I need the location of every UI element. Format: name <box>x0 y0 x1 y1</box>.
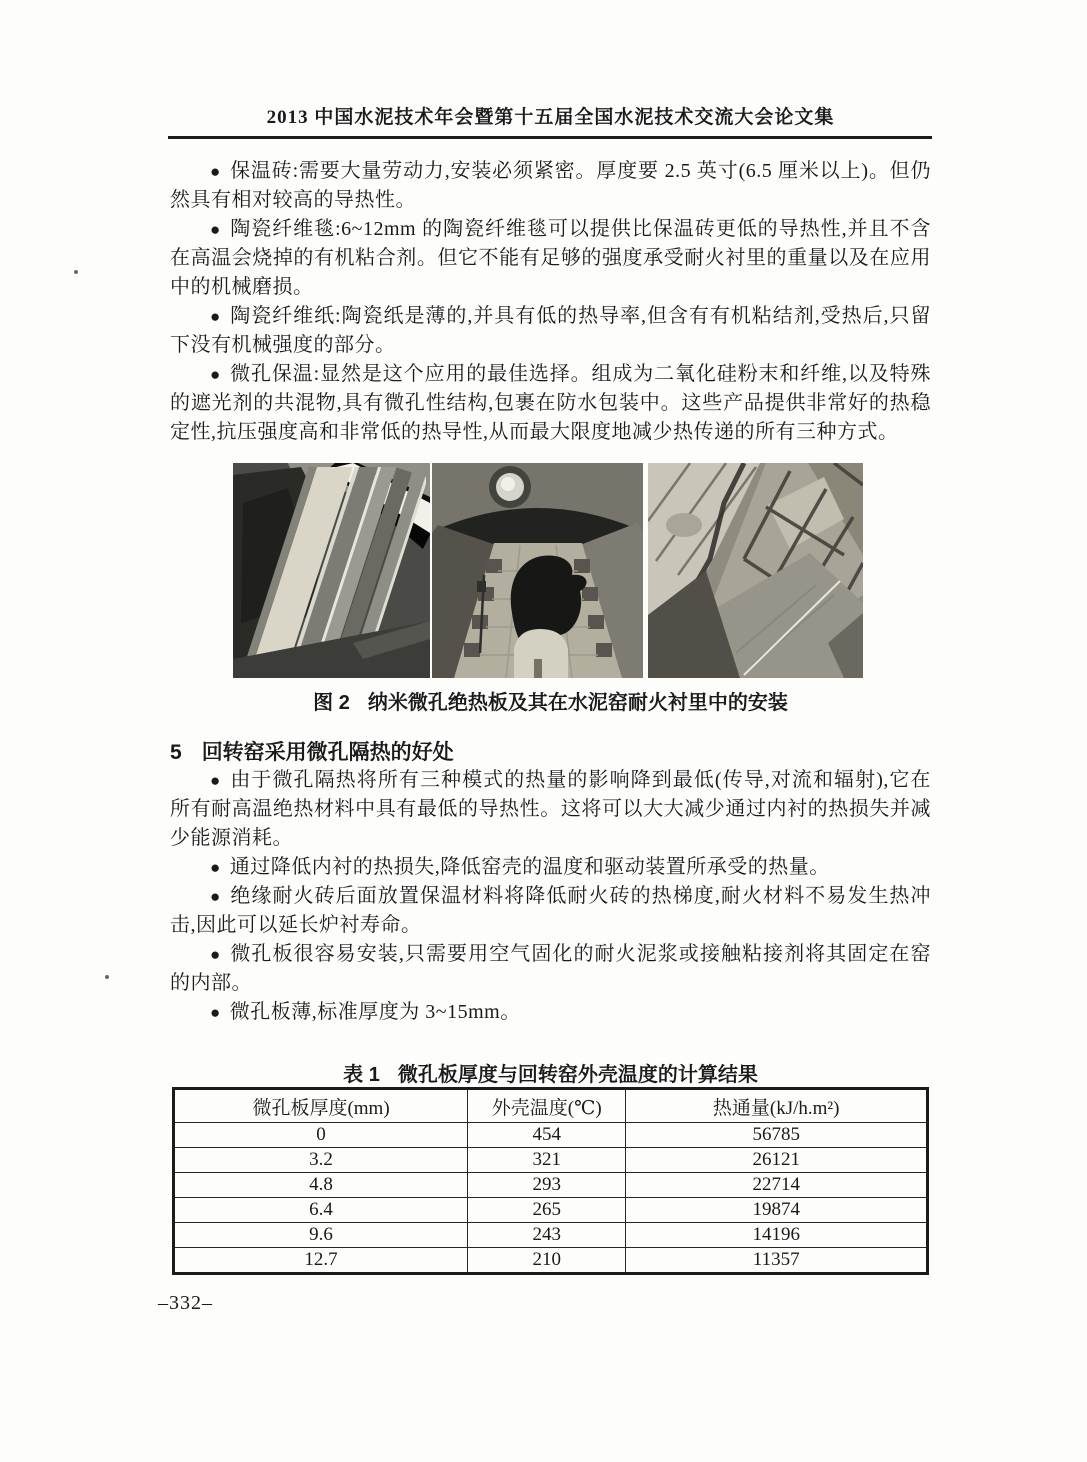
paragraph-text: 微孔板很容易安装,只需要用空气固化的耐火泥浆或接触粘接剂将其固定在窑的内部。 <box>170 943 931 994</box>
bullet-icon: ● <box>210 307 222 326</box>
table-row <box>174 1198 928 1223</box>
table-row <box>174 1173 928 1198</box>
section-title: 回转窑采用微孔隔热的好处 <box>201 741 454 764</box>
column-header: 热通量(kJ/h.m²) <box>626 1089 928 1123</box>
bullet-icon: ● <box>210 945 222 964</box>
column-header: 外壳温度(℃) <box>468 1089 626 1123</box>
section-5-heading <box>170 736 931 766</box>
cell-shell-temp: 243 <box>468 1223 626 1248</box>
bullet-paragraph <box>170 853 931 882</box>
bullet-paragraph <box>170 360 931 447</box>
column-header: 微孔板厚度(mm) <box>174 1089 468 1123</box>
benefits-bullet-list <box>170 766 931 1027</box>
page-number: –332– <box>158 1292 213 1314</box>
paragraph-text: 保温砖:需要大量劳动力,安装必须紧密。厚度要 2.5 英寸(6.5 厘米以上)。但仍然具有相对较高的导热性。 <box>170 160 931 211</box>
table-row <box>174 1148 928 1173</box>
cell-thickness: 3.2 <box>174 1148 468 1173</box>
bullet-paragraph <box>170 940 931 998</box>
scan-speck <box>74 270 78 274</box>
cell-thickness: 6.4 <box>174 1198 468 1223</box>
scan-speck <box>105 975 109 979</box>
table-row <box>174 1223 928 1248</box>
cell-heat-flux: 14196 <box>626 1223 928 1248</box>
paragraph-text: 微孔保温:显然是这个应用的最佳选择。组成为二氧化硅粉末和纤维,以及特殊的遮光剂的共混物,具有微孔性结构,包裹在防水包装中。这些产品提供非常好的热稳定性,抗压强度高和非常低的热导性,从而最大限度地减少热传递的所有三种方式。 <box>170 363 931 443</box>
table-caption <box>170 1058 931 1087</box>
section-number: 5 <box>170 741 182 764</box>
cell-shell-temp: 265 <box>468 1198 626 1223</box>
table-1 <box>172 1087 929 1275</box>
figure-caption-text: 纳米微孔绝热板及其在水泥窑耐火衬里中的安装 <box>367 692 788 714</box>
cell-thickness: 9.6 <box>174 1223 468 1248</box>
paragraph-text: 微孔板薄,标准厚度为 3~15mm。 <box>229 1001 521 1023</box>
paragraph-text: 通过降低内衬的热损失,降低窑壳的温度和驱动装置所承受的热量。 <box>229 856 830 878</box>
bullet-icon: ● <box>210 220 222 239</box>
bullet-paragraph <box>170 157 931 215</box>
cell-thickness: 0 <box>174 1123 468 1148</box>
bullet-icon: ● <box>210 162 222 181</box>
bullet-paragraph <box>170 302 931 360</box>
table-row <box>174 1248 928 1274</box>
figure-2 <box>233 463 863 678</box>
bullet-paragraph <box>170 215 931 302</box>
cell-heat-flux: 56785 <box>626 1123 928 1148</box>
paragraph-text: 陶瓷纤维毯:6~12mm 的陶瓷纤维毯可以提供比保温砖更低的导热性,并且不含在高温会烧掉的有机粘合剂。但它不能有足够的强度承受耐火衬里的重量以及在应用中的机械磨损。 <box>170 218 931 298</box>
table-label: 表 1 <box>343 1064 380 1086</box>
bullet-paragraph <box>170 882 931 940</box>
bullet-icon: ● <box>210 887 222 906</box>
cell-heat-flux: 19874 <box>626 1198 928 1223</box>
paragraph-text: 陶瓷纤维纸:陶瓷纸是薄的,并具有低的热导率,但含有有机粘结剂,受热后,只留下没有机械强度的部分。 <box>170 305 931 356</box>
cell-heat-flux: 11357 <box>626 1248 928 1274</box>
paragraph-text: 由于微孔隔热将所有三种模式的热量的影响降到最低(传导,对流和辐射),它在所有耐高温绝热材料中具有最低的导热性。这将可以大大减少通过内衬的热损失并减少能源消耗。 <box>170 769 931 849</box>
figure-label: 图 2 <box>313 692 350 714</box>
running-head: 2013 中国水泥技术年会暨第十五届全国水泥技术交流大会论文集 <box>266 107 835 128</box>
intro-bullet-list <box>170 157 931 447</box>
cell-thickness: 12.7 <box>174 1248 468 1274</box>
figure-photo-brick-lining <box>648 463 863 678</box>
cell-heat-flux: 22714 <box>626 1173 928 1198</box>
cell-shell-temp: 293 <box>468 1173 626 1198</box>
cell-thickness: 4.8 <box>174 1173 468 1198</box>
paragraph-text: 绝缘耐火砖后面放置保温材料将降低耐火砖的热梯度,耐火材料不易发生热冲击,因此可以延长炉衬寿命。 <box>170 885 931 936</box>
bullet-icon: ● <box>210 771 222 790</box>
figure-photo-kiln-interior <box>432 463 643 678</box>
bullet-icon: ● <box>210 858 221 877</box>
cell-heat-flux: 26121 <box>626 1148 928 1173</box>
figure-photo-insulation-panels <box>233 463 430 678</box>
header-rule <box>168 136 932 139</box>
cell-shell-temp: 454 <box>468 1123 626 1148</box>
cell-shell-temp: 321 <box>468 1148 626 1173</box>
table-caption-text: 微孔板厚度与回转窑外壳温度的计算结果 <box>397 1064 758 1086</box>
bullet-paragraph <box>170 766 931 853</box>
table-row <box>174 1123 928 1148</box>
cell-shell-temp: 210 <box>468 1248 626 1274</box>
bullet-icon: ● <box>210 365 222 384</box>
figure-caption <box>170 686 931 715</box>
bullet-icon: ● <box>210 1003 221 1022</box>
table-header-row <box>174 1089 928 1123</box>
bullet-paragraph <box>170 998 931 1027</box>
